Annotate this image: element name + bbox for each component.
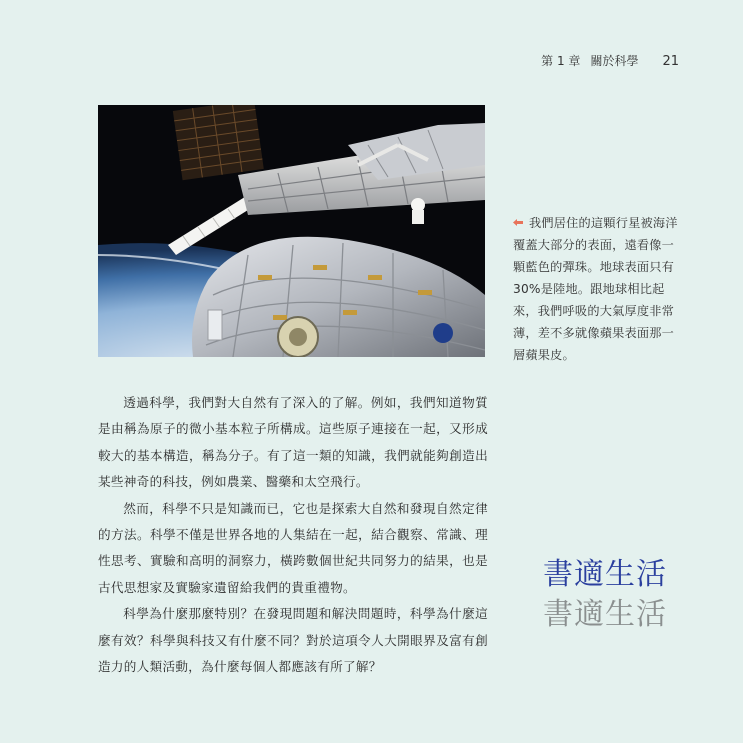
page-number: 21 — [662, 54, 679, 69]
paragraph: 然而，科學不只是知識而已，它也是探索大自然和發現自然定律的方法。科學不僅是世界各地的人集結在一起，結合觀察、常識、理性思考、實驗和高明的洞察力，橫跨數個世紀共同努力的結果，也是古代思想家及實驗家遺留給我們的貴重禮物。 — [98, 500, 488, 595]
publisher-name: 書適生活 — [543, 557, 667, 592]
photo-caption — [513, 212, 681, 366]
arrow-left-icon — [513, 219, 523, 226]
space-station-photo — [98, 105, 485, 357]
caption-text: 我們居住的這顆行星被海洋覆蓋大部分的表面，遠看像一顆藍色的彈珠。地球表面只有30%是陸地。跟地球相比起來，我們呼吸的大氣厚度非常薄，差不多就像蘋果表面那一層蘋果皮。 — [513, 216, 678, 362]
running-head — [541, 52, 679, 69]
paragraph: 科學為什麼那麼特別？在發現問題和解決問題時，科學為什麼這麼有效？科學與科技又有什麼不同？對於這項令人大開眼界及富有創造力的人類活動，為什麼每個人都應該有所了解？ — [98, 606, 488, 675]
paragraph: 透過科學，我們對大自然有了深入的了解。例如，我們知道物質是由稱為原子的微小基本粒子所構成。這些原子連接在一起，又形成較大的基本構造，稱為分子。有了這一類的知識，我們就能夠創造出某些神奇的科技，例如農業、醫藥和太空飛行。 — [98, 395, 488, 490]
publisher-logo — [543, 555, 667, 635]
chapter-title: 關於科學 — [590, 54, 639, 68]
chapter-label: 第 1 章 — [541, 54, 581, 68]
publisher-name-shadow: 書適生活 — [543, 597, 667, 632]
space-station-illustration — [98, 105, 485, 357]
body-text — [98, 390, 488, 680]
